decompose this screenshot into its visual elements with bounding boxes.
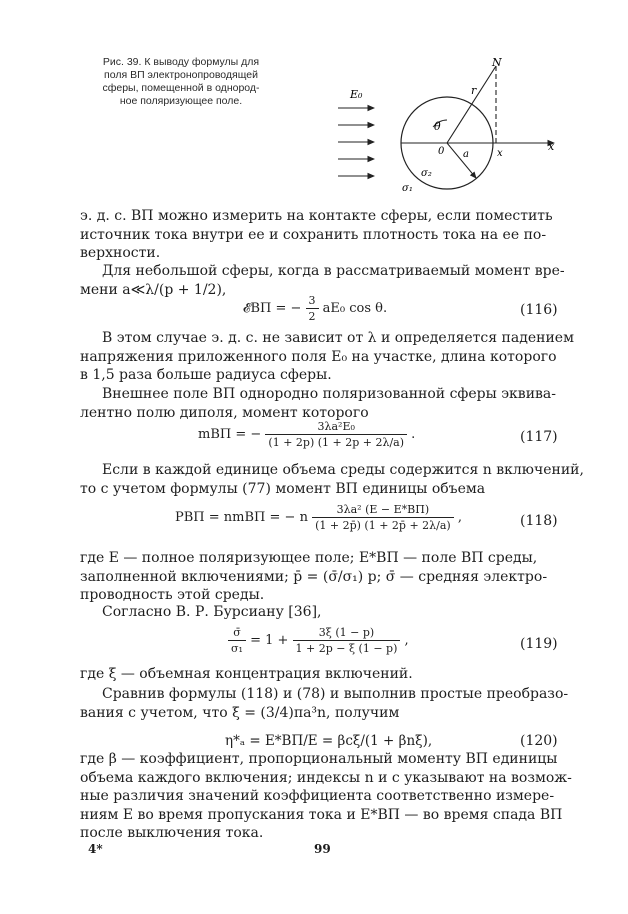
text-line: источник тока внутри ее и сохранить плотность тока на ее по-: [80, 226, 547, 243]
eq-num: 3λa²E₀: [265, 420, 407, 435]
page-number: 99: [314, 842, 331, 856]
eq-den: 1 + 2p − ξ (1 − p): [295, 642, 398, 655]
label-a: a: [463, 149, 469, 160]
text-line: ниям E во время пропускания тока и E*ВП — во время спада ВП: [80, 806, 563, 823]
figure-caption: [76, 56, 286, 108]
label-theta: θ: [434, 120, 441, 133]
text-line: Если в каждой единице объема среды содержится n включений,: [102, 462, 584, 478]
paragraph: [80, 461, 584, 498]
radius-line: [447, 66, 496, 143]
equation-number: (116): [520, 302, 558, 318]
caption-line: сферы, помещенной в однород-: [102, 82, 260, 94]
eq-den: 2: [308, 310, 316, 323]
equation-number: (118): [520, 513, 558, 529]
equation-119: [228, 626, 409, 655]
text-line: то с учетом формулы (77) момент ВП единицы объема: [80, 480, 486, 497]
paragraph: [80, 750, 572, 843]
signature-mark: 4*: [88, 842, 103, 856]
text-line: в 1,5 раза больше радиуса сферы.: [80, 367, 332, 383]
text-line: заполненной включениями; p̄ = (σ̄/σ₁) p; σ̄ — средняя электро-: [80, 568, 548, 585]
text-line: мени a≪λ/(p + 1/2),: [80, 281, 227, 298]
text-line: В этом случае э. д. с. не зависит от λ и определяется падением: [102, 330, 574, 346]
eq-num: 3: [306, 294, 319, 309]
eq-den: (1 + 2p) (1 + 2p + 2λ/a): [268, 436, 405, 449]
eq-lhs: 𝓔ВП = −: [243, 301, 302, 316]
label-x-axis: x: [548, 140, 555, 153]
eq-fraction: [306, 294, 319, 323]
caption-line: поля ВП электронопроводящей: [104, 69, 258, 81]
equation-number: (120): [520, 733, 558, 749]
eq-tail: .: [411, 427, 416, 442]
text-line: Сравнив формулы (118) и (78) и выполнив простые преобразо-: [102, 686, 569, 702]
text-line: напряжения приложенного поля E₀ на участке, длина которого: [80, 348, 557, 365]
label-origin: 0: [438, 146, 445, 157]
text-line: объема каждого включения; индексы n и c указывают на возмож-: [80, 769, 572, 786]
paragraph: [80, 685, 569, 722]
eq-fraction: [265, 420, 407, 449]
label-x-point: x: [497, 148, 503, 159]
eq-den: σ₁: [231, 642, 243, 655]
eq-den: (1 + 2p̄) (1 + 2p̄ + 2λ/a): [315, 519, 451, 532]
eq-num: 3λa² (E − E*ВП): [312, 503, 454, 518]
field-arrows: [338, 108, 374, 176]
text-line: Внешнее поле ВП однородно поляризованной сферы эквива-: [102, 386, 556, 402]
text-line: после выключения тока.: [80, 825, 264, 841]
text-line: вания с учетом, что ξ = (3/4)πa³n, получим: [80, 704, 400, 721]
equation-116: [243, 294, 387, 323]
label-r: r: [471, 84, 477, 97]
equation-118: [175, 503, 462, 532]
text-line: Согласно В. Р. Бурсиану [36],: [102, 604, 322, 620]
paragraph: [80, 329, 574, 385]
paragraph: [80, 207, 558, 263]
text-line: лентно полю диполя, момент которого: [80, 404, 369, 421]
eq-lhs-fraction: [228, 626, 246, 655]
text-line: где β — коэффициент, пропорциональный моменту ВП единицы: [80, 751, 558, 767]
label-N: N: [492, 58, 502, 69]
equation-number: (117): [520, 429, 558, 445]
eq-fraction: [312, 503, 454, 532]
eq-num: σ̄: [228, 626, 246, 641]
text-line: где ξ — объемная концентрация включений.: [80, 666, 413, 682]
a-radius-line: [447, 143, 476, 178]
eq-tail: ,: [457, 510, 462, 525]
eq-fraction: [293, 626, 401, 655]
equation-number: (119): [520, 636, 558, 652]
text-line: где E — полное поляризующее поле; E*ВП — поле ВП среды,: [80, 550, 538, 566]
paragraph: [80, 665, 558, 684]
label-sigma2: σ₂: [421, 168, 432, 179]
equation-117: [198, 420, 415, 449]
caption-line: ное поляризующее поле.: [119, 95, 243, 107]
text-line: ные различия значений коэффициента соответственно измере-: [80, 788, 555, 804]
text-line: проводность этой среды.: [80, 587, 265, 603]
caption-line: Рис. 39. К выводу формулы для: [102, 56, 260, 68]
eq-lhs: mВП = −: [198, 427, 262, 442]
eq-tail: ,: [404, 633, 409, 648]
paragraph: [80, 549, 558, 605]
eq-lhs: PВП = nmВП = − n: [175, 510, 308, 525]
eq-num: 3ξ (1 − p): [293, 626, 401, 641]
eq-rhs: aE₀ cos θ.: [322, 301, 388, 316]
text-line: верхности.: [80, 245, 161, 261]
label-sigma1: σ₁: [402, 183, 413, 194]
label-E0: E₀: [350, 88, 363, 101]
sphere-figure: [326, 58, 558, 198]
paragraph: [80, 385, 558, 422]
equation-120: η*ₐ = E*ВП/E = βcξ/(1 + βnξ),: [225, 733, 433, 749]
paragraph: [80, 603, 558, 622]
text-line: Для небольшой сферы, когда в рассматриваемый момент вре-: [102, 263, 565, 279]
eq-mid: = 1 +: [250, 633, 289, 648]
text-line: э. д. с. ВП можно измерить на контакте сферы, если поместить: [80, 208, 553, 224]
